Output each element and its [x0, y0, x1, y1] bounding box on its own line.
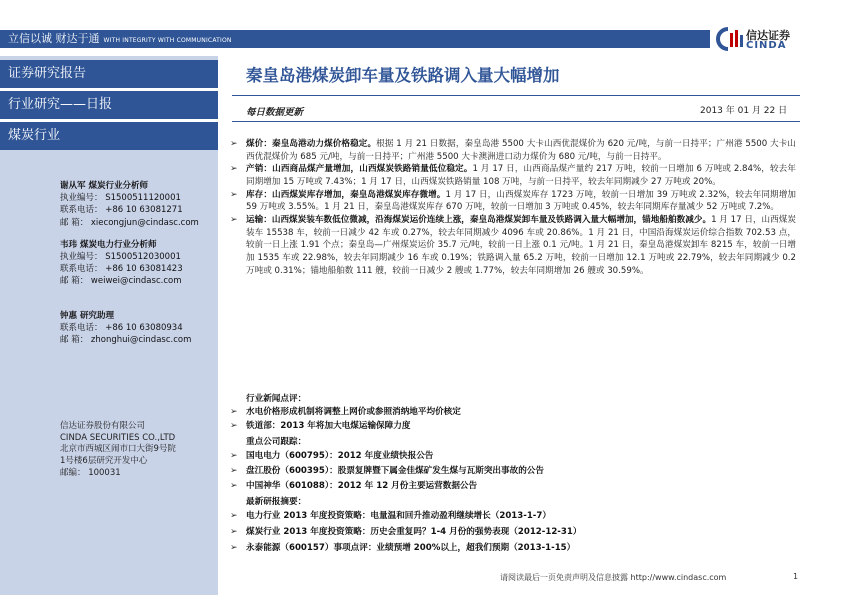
analyst-phone: 联系电话： +86 10 63081271	[60, 205, 183, 216]
subhead: 每日数据更新	[246, 107, 304, 118]
slogan-bar	[0, 30, 710, 48]
arrow-icon: ➢	[230, 451, 238, 461]
report-date: 2013 年 01 月 22 日	[700, 106, 788, 116]
company-address: 1号楼6层研究开发中心	[60, 456, 148, 467]
analyst-name: 谢从军 煤炭行业分析师	[60, 181, 148, 191]
highlights-list	[230, 138, 796, 277]
news-item	[230, 450, 796, 463]
arrow-icon: ➢	[230, 527, 238, 537]
list-item	[230, 163, 796, 188]
cinda-logo	[716, 26, 836, 52]
page-title: 秦皇岛港煤炭卸车量及铁路调入量大幅增加	[246, 66, 560, 85]
company-tracking-title: 重点公司跟踪：	[246, 437, 307, 447]
item-label: 煤价：秦皇岛港动力煤价格稳定。	[246, 139, 377, 149]
logo-text-en: CINDA	[746, 40, 787, 51]
research-summary-title: 最新研报摘要：	[246, 497, 307, 507]
analyst-email: 邮 箱： weiwei@cindasc.com	[60, 276, 182, 287]
news-item	[230, 542, 796, 555]
slogan-en: WITH INTEGRITY WITH COMMUNICATION	[103, 37, 232, 44]
arrow-icon: ➢	[230, 164, 238, 175]
company-postcode: 邮编： 100031	[60, 467, 121, 478]
arrow-icon: ➢	[230, 139, 238, 149]
news-item	[230, 465, 796, 478]
company-name-cn: 信达证券股份有限公司	[60, 421, 146, 431]
analyst-name: 钟惠 研究助理	[60, 310, 114, 321]
news-text: 铁道部：2013 年将加大电煤运输保障力度	[246, 421, 411, 431]
slogan-cn: 立信以诚 财达于通	[8, 32, 100, 45]
news-text: 煤炭行业 2013 年度投资策略：历史会重复吗？1-4 月份的强势表现（2012-12-31）	[246, 527, 582, 537]
arrow-icon: ➢	[230, 466, 238, 476]
item-label: 产销：山西商品煤产量增加，山西煤炭铁路销量低位稳定。	[246, 164, 473, 175]
analyst-card	[60, 310, 199, 347]
analyst-license: 执业编号： S1500512030001	[60, 252, 181, 263]
item-label: 库存：山西煤炭库存增加，秦皇岛港煤炭库存微增。	[246, 189, 446, 200]
header	[0, 0, 842, 56]
news-item	[230, 510, 796, 523]
analyst-list	[60, 180, 199, 346]
news-text: 盘江股份（600395）：股票复牌暨下属金佳煤矿发生煤与瓦斯突出事故的公告	[246, 466, 544, 476]
arrow-icon: ➢	[230, 543, 238, 553]
arrow-icon: ➢	[230, 421, 238, 431]
item-text: 1 月 17 日，山西煤炭装车 15538 车，较前一日减少 42 车或 0.27%，较去年同期减少 4096 车或 20.86%。1 月 21 日，中国沿海煤炭运价综合指数 702.53 点，较前一日上涨 1.91 个点；秦皇岛—广州煤炭运价 35.7 元/吨，较前一日上涨 0.1 元/吨。1 月 21 日，秦皇岛港煤炭卸车 8215 车，较前一日增加 1535 车或 22.98%，较去年同期减少 16 车或 0.19%；铁路调入量 65.2 万吨，较前一日增加 12.1 万吨或 22.79%，较去年同期减少 0.2 万吨或 0.31%；锚地船舶数 111 艘，较前一日减少 2 艘或 1.77%，较去年同期增加 26 艘或 30.59%。	[246, 214, 796, 276]
category-heading: 行业研究——日报	[0, 91, 218, 119]
date-rule	[232, 121, 800, 122]
page-number: 1	[793, 572, 799, 581]
news-item	[230, 480, 796, 493]
industry-heading: 煤炭行业	[0, 122, 218, 150]
logo-text-cn: 信达证券	[746, 29, 790, 42]
analyst-license: 执业编号： S1500511120001	[60, 193, 181, 204]
arrow-icon: ➢	[230, 214, 238, 225]
arrow-icon: ➢	[230, 481, 238, 491]
arrow-icon: ➢	[230, 407, 238, 417]
analyst-card	[60, 239, 199, 288]
company-address: 北京市西城区闹市口大街9号院	[60, 444, 176, 455]
title-rule	[232, 95, 800, 96]
news-item	[230, 420, 796, 433]
news-item	[230, 526, 796, 539]
item-label: 运输：山西煤炭装车数低位微减，沿海煤炭运价连续上涨，秦皇岛港煤炭卸车量及铁路调入量大幅增加，锚地船舶数减少。	[246, 214, 712, 225]
news-text: 水电价格形成机制将调整上网价或参照消纳地平均价核定	[246, 407, 461, 417]
analyst-email: 邮 箱： xiecongjun@cindasc.com	[60, 217, 199, 228]
analyst-name: 韦玮 煤炭电力行业分析师	[60, 239, 157, 250]
list-item	[230, 189, 796, 214]
news-text: 中国神华（601088）：2012 年 12 月份主要运营数据公告	[246, 481, 478, 491]
arrow-icon: ➢	[230, 511, 238, 521]
list-item	[230, 214, 796, 277]
analyst-email: 邮 箱： zhonghui@cindasc.com	[60, 335, 192, 346]
slogan	[8, 30, 232, 50]
arrow-icon: ➢	[230, 189, 238, 200]
report-type-heading: 证券研究报告	[0, 60, 218, 88]
news-text: 国电电力（600795）：2012 年度业绩快报公告	[246, 451, 434, 461]
analyst-card	[60, 180, 199, 229]
analyst-phone: 联系电话： +86 10 63080934	[60, 322, 183, 333]
industry-news-title: 行业新闻点评：	[246, 394, 307, 404]
company-info	[60, 421, 176, 480]
news-text: 电力行业 2013 年度投资策略：电量温和回升推动盈利继续增长（2013-1-7）	[246, 511, 551, 521]
item-text: 根据 1 月 21 日数据，秦皇岛港 5500 大卡山西优混煤价为 620 元/吨，与前一日持平；广州港 5500 大卡山西优混煤价为 685 元/吨，与前一日持平；广州港 5500 大卡澳洲进口动力煤价为 680 元/吨，与前一日持平。	[246, 139, 796, 162]
list-item	[230, 138, 796, 163]
analyst-phone: 联系电话： +86 10 63081423	[60, 264, 183, 275]
cinda-logo-icon	[716, 26, 744, 52]
company-name-en: CINDA SECURITIES CO.,LTD	[60, 432, 176, 443]
item-text: 1 月 17 日，山西煤炭库存 1723 万吨，较前一日增加 39 万吨或 2.32%，较去年同期增加 59 万吨或 3.55%。1 月 21 日，秦皇岛港煤炭库存 670 万吨，较前一日增加 3 万吨或 0.45%，较去年同期库存量减少 52 万吨或 7.2%。	[246, 189, 796, 213]
disclaimer-note: 请阅读最后一页免责声明及信息披露 http://www.cindasc.com	[500, 573, 727, 582]
news-item	[230, 406, 796, 419]
item-text: 1 月 17 日，山西商品煤产量约 217 万吨，较前一日增加 6 万吨或 2.84%，较去年同期增加 15 万吨或 7.43%；1 月 17 日，山西煤炭铁路销量 108 万吨，与前一日持平，较去年同期减少 27 万吨或 20%。	[246, 164, 796, 187]
news-text: 永泰能源（600157）事项点评：业绩预增 200%以上，超我们预期（2013-1-15）	[246, 543, 576, 553]
